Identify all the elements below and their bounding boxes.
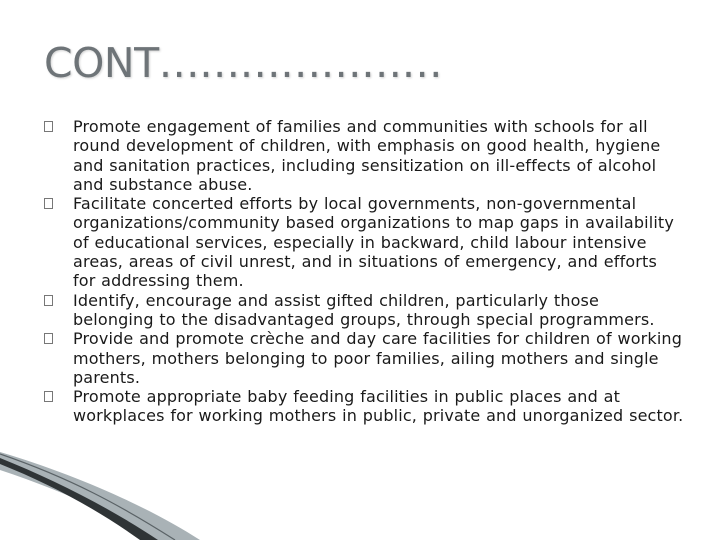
corner-swoosh-decoration	[0, 450, 720, 540]
swoosh-dark-band	[0, 458, 158, 540]
list-item	[44, 117, 684, 194]
missing-glyph-box-icon	[44, 121, 53, 132]
bullet-text: Facilitate concerted efforts by local governments, non-governmental organizations/community based organizations to map gaps in availability of educational services, especially in backward, child labour intensive areas, areas of civil unrest, and in situations of emergency, and efforts for addressing them.	[73, 194, 674, 291]
list-item	[44, 291, 684, 330]
bullet-text: Provide and promote crèche and day care facilities for children of working mothers, mothers belonging to poor families, ailing mothers and single parents.	[73, 329, 683, 387]
missing-glyph-box-icon	[44, 198, 53, 209]
bullet-text: Promote engagement of families and communities with schools for all round development of children, with emphasis on good health, hygiene and sanitation practices, including sensitization on ill-effects of alcohol and substance abuse.	[73, 117, 661, 194]
list-item	[44, 387, 684, 426]
missing-glyph-box-icon	[44, 333, 53, 344]
list-item	[44, 329, 684, 387]
missing-glyph-box-icon	[44, 295, 53, 306]
slide-title: CONT…………………	[44, 39, 443, 87]
bullet-list	[44, 117, 684, 426]
bullet-text: Identify, encourage and assist gifted children, particularly those belonging to the disadvantaged groups, through special programmers.	[73, 290, 655, 329]
missing-glyph-box-icon	[44, 391, 53, 402]
bullet-text: Promote appropriate baby feeding facilities in public places and at workplaces for working mothers in public, private and unorganized sector.	[73, 387, 684, 426]
list-item	[44, 194, 684, 290]
